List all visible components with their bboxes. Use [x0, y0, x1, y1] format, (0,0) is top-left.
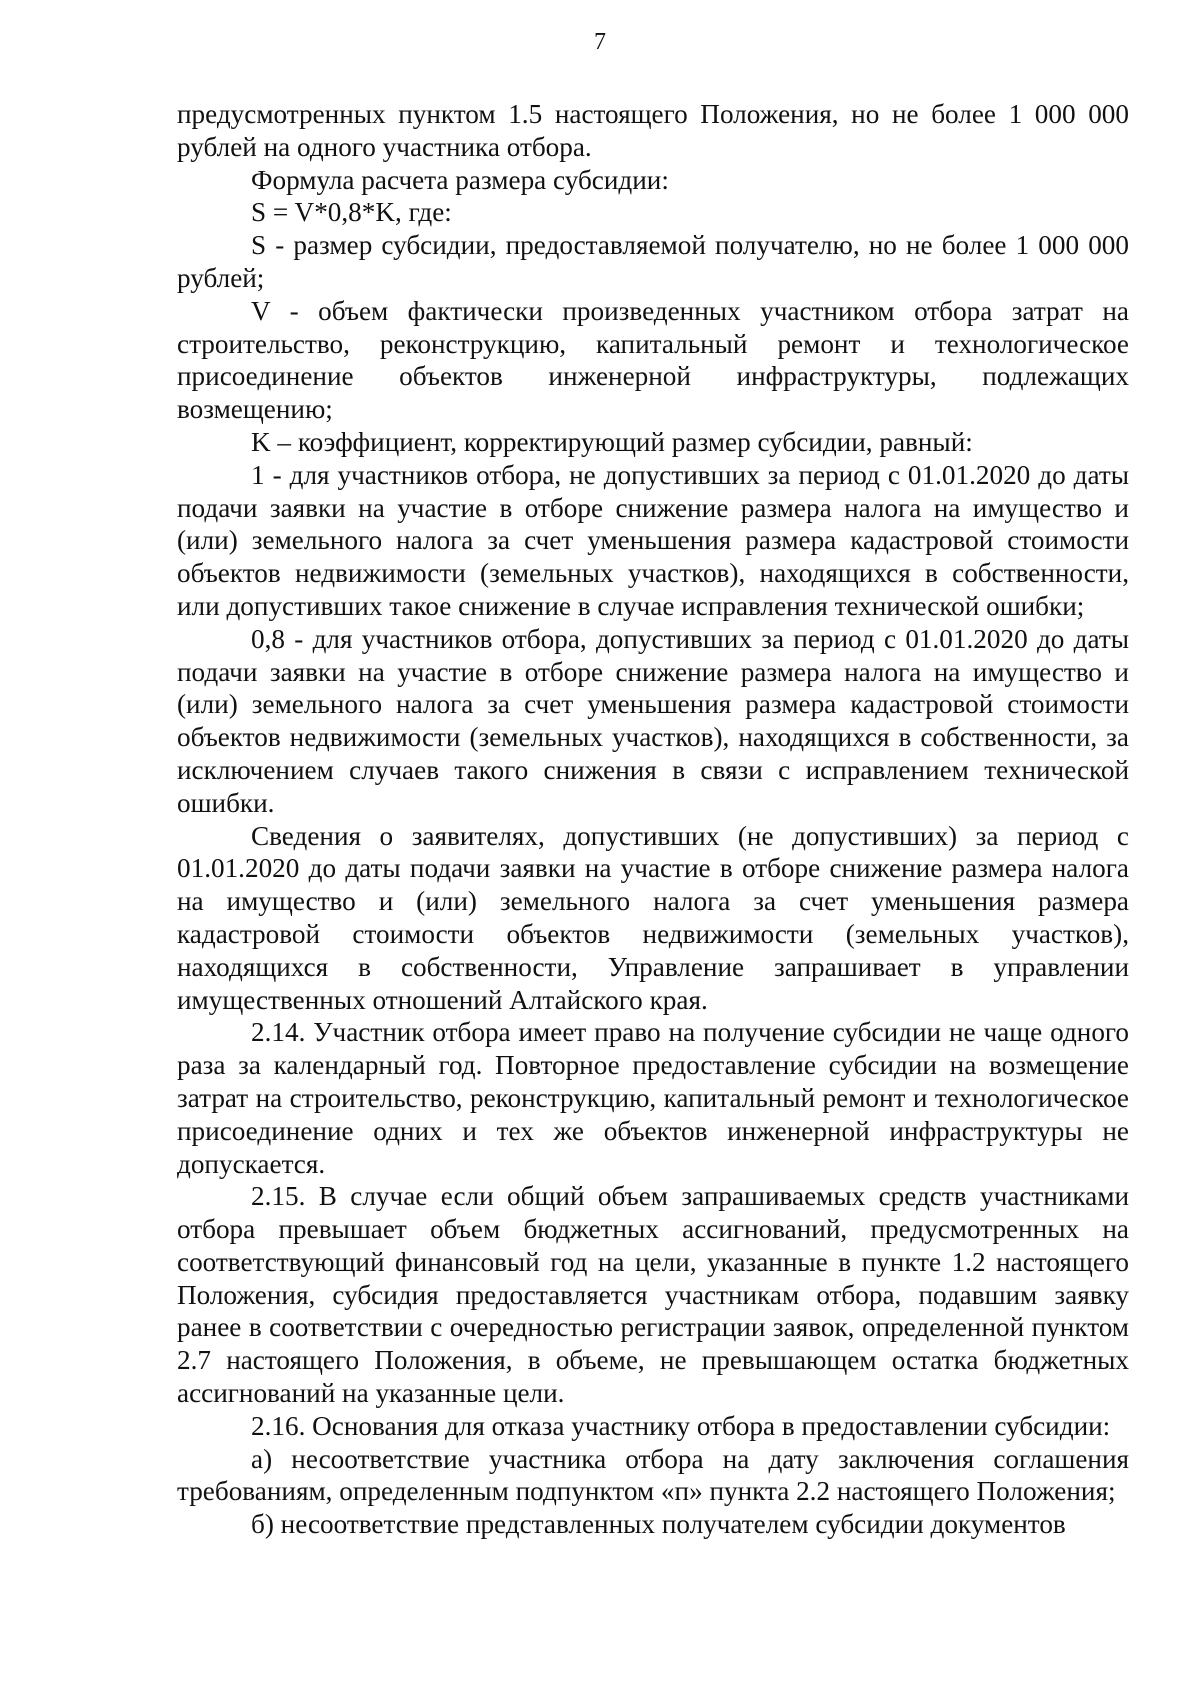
page-number: 7 — [594, 29, 606, 55]
paragraph-k-value-1: 1 - для участников отбора, не допустивших за период с 01.01.2020 до даты подачи заявки на участие в отборе снижение размера налога на имущество и (или) земельного налога за счет уменьшения размера кадастровой стоимости объектов недвижимости (земельных участков), находящихся в собственности, или допустивших такое снижение в случае исправления технической ошибки; — [177, 459, 1129, 621]
paragraph-2-16-a: а) несоответствие участника отбора на дату заключения соглашения требованиям, определенным подпунктом «п» пункта 2.2 настоящего Положения; — [177, 1443, 1129, 1507]
paragraph-applicant-info: Сведения о заявителях, допустивших (не допустивших) за период с 01.01.2020 до даты подачи заявки на участие в отборе снижение размера налога на имущество и (или) земельного налога за счет уменьшения размера кадастровой стоимости объектов недвижимости (земельных участков), находящихся в собственности, Управление запрашивает в управлении имущественных отношений Алтайского края. — [177, 820, 1129, 1015]
paragraph-k-definition: K – коэффициент, корректирующий размер субсидии, равный: — [251, 426, 973, 457]
paragraph-v-definition: V - объем фактически произведенных участником отбора затрат на строительство, реконструкцию, капитальный ремонт и технологическое присоединение объектов инженерной инфраструктуры, подлежащих возмещению; — [177, 295, 1129, 425]
paragraph-continuation: предусмотренных пунктом 1.5 настоящего Положения, но не более 1 000 000 рублей на одного участника отбора. — [177, 99, 1129, 162]
paragraph-2-16-b: б) несоответствие представленных получателем субсидии документов — [251, 1509, 1066, 1540]
paragraph-formula-intro: Формула расчета размера субсидии: — [251, 164, 669, 195]
paragraph-s-definition: S - размер субсидии, предоставляемой получателю, но не более 1 000 000 рублей; — [177, 230, 1129, 293]
paragraph-formula: S = V*0,8*K, где: — [251, 197, 452, 228]
paragraph-2-14: 2.14. Участник отбора имеет право на получение субсидии не чаще одного раза за календарный год. Повторное предоставление субсидии на возмещение затрат на строительство, реконструкцию, капитальный ремонт и технологическое присоединение одних и тех же объектов инженерной инфраструктуры не допускается. — [177, 1017, 1129, 1179]
paragraph-k-value-0-8: 0,8 - для участников отбора, допустивших за период с 01.01.2020 до даты подачи заявки на участие в отборе снижение размера налога на имущество и (или) земельного налога за счет уменьшения размера кадастровой стоимости объектов недвижимости (земельных участков), находящихся в собственности, за исключением случаев такого снижения в связи с исправлением технической ошибки. — [177, 623, 1129, 818]
document-body — [177, 98, 1129, 1541]
paragraph-2-15: 2.15. В случае если общий объем запрашиваемых средств участниками отбора превышает объем бюджетных ассигнований, предусмотренных на соответствующий финансовый год на цели, указанные в пункте 1.2 настоящего Положения, субсидия предоставляется участникам отбора, подавшим заявку ранее в соответствии с очередностью регистрации заявок, определенной пунктом 2.7 настоящего Положения, в объеме, не превышающем остатка бюджетных ассигнований на указанные цели. — [177, 1181, 1129, 1409]
paragraph-2-16: 2.16. Основания для отказа участнику отбора в предоставлении субсидии: — [251, 1410, 1111, 1441]
